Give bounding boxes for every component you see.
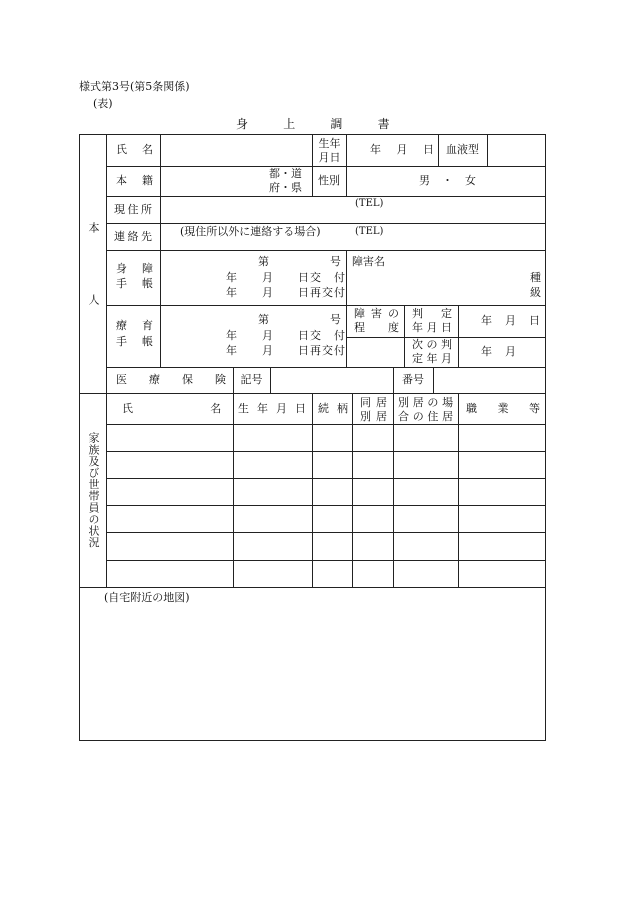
disability-name-label: 障害名 [352, 255, 385, 268]
disability-handbook-number-format: 第 号 [258, 255, 342, 268]
next-judgment-label-line-1: 次の判 [412, 338, 456, 351]
domicile-label: 本 籍 [116, 174, 155, 187]
form-number: 様式第3号(第5条関係) [79, 80, 190, 93]
prefecture-option-line-2: 府・県 [269, 181, 302, 194]
rehabilitation-handbook-issued-format: 年 月 日交 付 [226, 329, 346, 342]
rehabilitation-handbook-label-line-2: 手 帳 [116, 335, 155, 348]
family-header-cohabitation-line-2: 別居 [360, 410, 392, 423]
family-header-name: 氏 名 [122, 402, 225, 415]
rehabilitation-handbook-number-format: 第 号 [258, 313, 342, 326]
page-title: 身 上 調 書 [236, 117, 402, 131]
birthdate-format: 年 月 日 [370, 143, 437, 156]
contact-note: (現住所以外に連絡する場合) [180, 225, 321, 238]
judgment-date-label-line-1: 判 定 [412, 307, 456, 320]
next-judgment-format: 年 月 [481, 345, 517, 358]
address-label: 現住所 [114, 203, 155, 216]
insurance-number-label: 番号 [402, 373, 424, 386]
disability-handbook-issued-format: 年 月 日交 付 [226, 271, 346, 284]
contact-tel-label: (TEL) [355, 226, 384, 237]
sex-options: 男 ・ 女 [419, 174, 477, 187]
sex-label: 性別 [318, 174, 340, 187]
family-header-cohabitation-line-1: 同居 [360, 396, 392, 409]
rehabilitation-handbook-label-line-1: 療 育 [116, 319, 155, 332]
blood-type-label: 血液型 [446, 143, 479, 156]
disability-grade-type-label: 種 [530, 271, 541, 284]
address-tel-label: (TEL) [355, 198, 384, 209]
name-label: 氏 名 [116, 143, 155, 156]
insurance-symbol-label: 記号 [240, 373, 263, 386]
prefecture-option-line-1: 都・道 [269, 167, 302, 180]
disability-handbook-label-line-1: 身 障 [116, 262, 155, 275]
family-header-separate-residence-line-1: 別居の場 [398, 396, 457, 409]
judgment-date-format: 年 月 日 [481, 314, 541, 327]
judgment-date-label-line-2: 年月日 [412, 321, 456, 334]
disability-handbook-label-line-2: 手 帳 [116, 277, 155, 290]
next-judgment-label-line-2: 定年月 [412, 352, 456, 365]
birthdate-label: 生年月日 [318, 137, 341, 164]
family-header-birthdate: 生年月日 [238, 402, 314, 415]
rehabilitation-handbook-reissued-format: 年 月 日再交付 [226, 344, 346, 357]
disability-handbook-reissued-format: 年 月 日再交付 [226, 286, 346, 299]
family-section-label: 家族及び世帯員の状況 [87, 432, 100, 548]
contact-label: 連絡先 [114, 230, 155, 243]
family-header-separate-residence-line-2: 合の住居 [398, 410, 457, 423]
home-map-label: (自宅附近の地図) [104, 591, 190, 604]
disability-degree-label-line-2: 程 度 [354, 321, 405, 334]
medical-insurance-label: 医 療 保 険 [116, 373, 232, 386]
disability-degree-label-line-1: 障害の [354, 307, 405, 320]
family-header-relationship: 続柄 [318, 402, 356, 415]
page-side-label: (表) [93, 97, 113, 110]
personal-section-label: 本人 [87, 222, 100, 366]
disability-grade-level-label: 級 [530, 286, 541, 299]
family-header-occupation: 職 業 等 [466, 402, 545, 415]
